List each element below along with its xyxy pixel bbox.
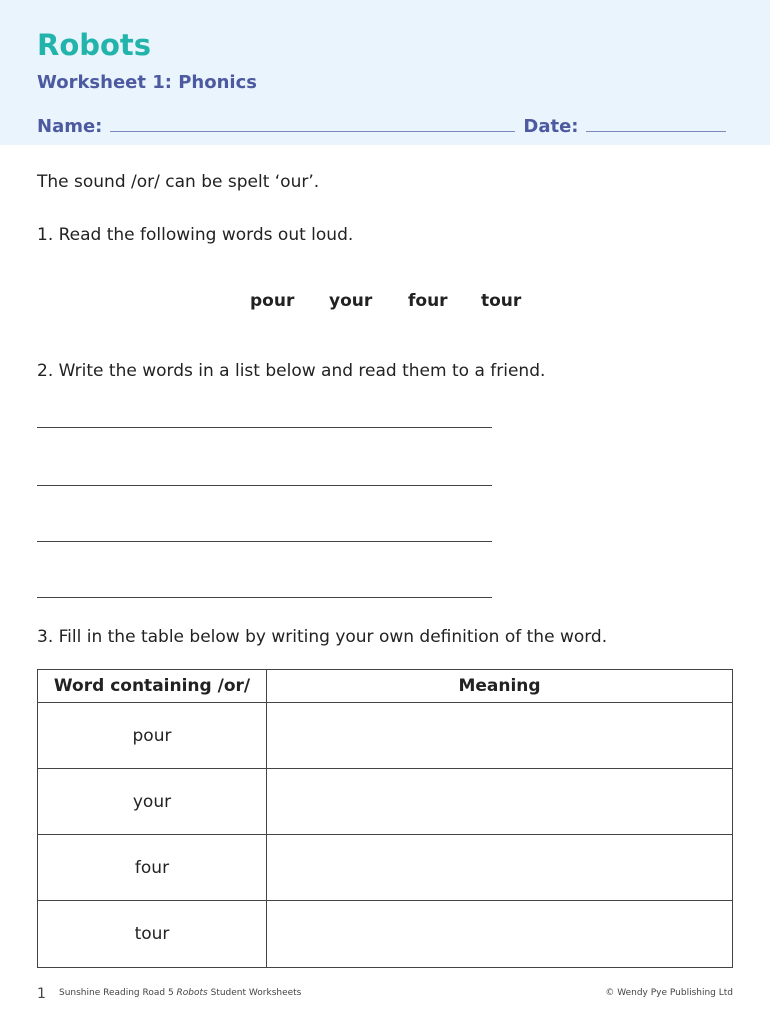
footer-series-pre: Sunshine Reading Road 5 (59, 988, 177, 998)
meaning-cell[interactable] (267, 901, 733, 968)
name-field[interactable] (110, 115, 515, 132)
word-cell: tour (38, 901, 267, 968)
question-3: 3. Fill in the table below by writing your own definition of the word. (37, 627, 608, 647)
worksheet-title: Robots (37, 28, 152, 62)
table-header-row (38, 670, 733, 703)
footer-series-title: Robots (176, 988, 208, 998)
word-cell: pour (38, 703, 267, 769)
word: four (408, 291, 448, 311)
footer-series (59, 988, 301, 998)
meaning-cell[interactable] (267, 835, 733, 901)
column-header: Word containing /or/ (38, 670, 267, 703)
meaning-cell[interactable] (267, 769, 733, 835)
word: your (329, 291, 373, 311)
worksheet-subtitle: Worksheet 1: Phonics (37, 72, 257, 93)
meaning-cell[interactable] (267, 703, 733, 769)
date-field[interactable] (586, 115, 726, 132)
column-header: Meaning (267, 670, 733, 703)
writing-line[interactable] (37, 485, 492, 486)
question-2: 2. Write the words in a list below and read them to a friend. (37, 361, 546, 381)
header-band (0, 0, 770, 145)
footer-series-post: Student Worksheets (207, 988, 302, 998)
definition-table (37, 669, 733, 968)
word: pour (250, 291, 295, 311)
copyright: © Wendy Pye Publishing Ltd (605, 988, 733, 998)
table-row (38, 835, 733, 901)
intro-text: The sound /or/ can be spelt ‘our’. (37, 172, 320, 192)
table-row (38, 769, 733, 835)
word-cell: your (38, 769, 267, 835)
word: tour (481, 291, 522, 311)
writing-line[interactable] (37, 597, 492, 598)
name-label: Name: (37, 116, 103, 137)
name-date-row (37, 115, 726, 137)
date-label: Date: (523, 116, 579, 137)
word-cell: four (38, 835, 267, 901)
writing-line[interactable] (37, 427, 492, 428)
question-1: 1. Read the following words out loud. (37, 225, 354, 245)
table-row (38, 901, 733, 968)
writing-line[interactable] (37, 541, 492, 542)
table-row (38, 703, 733, 769)
page-number: 1 (37, 986, 46, 1002)
